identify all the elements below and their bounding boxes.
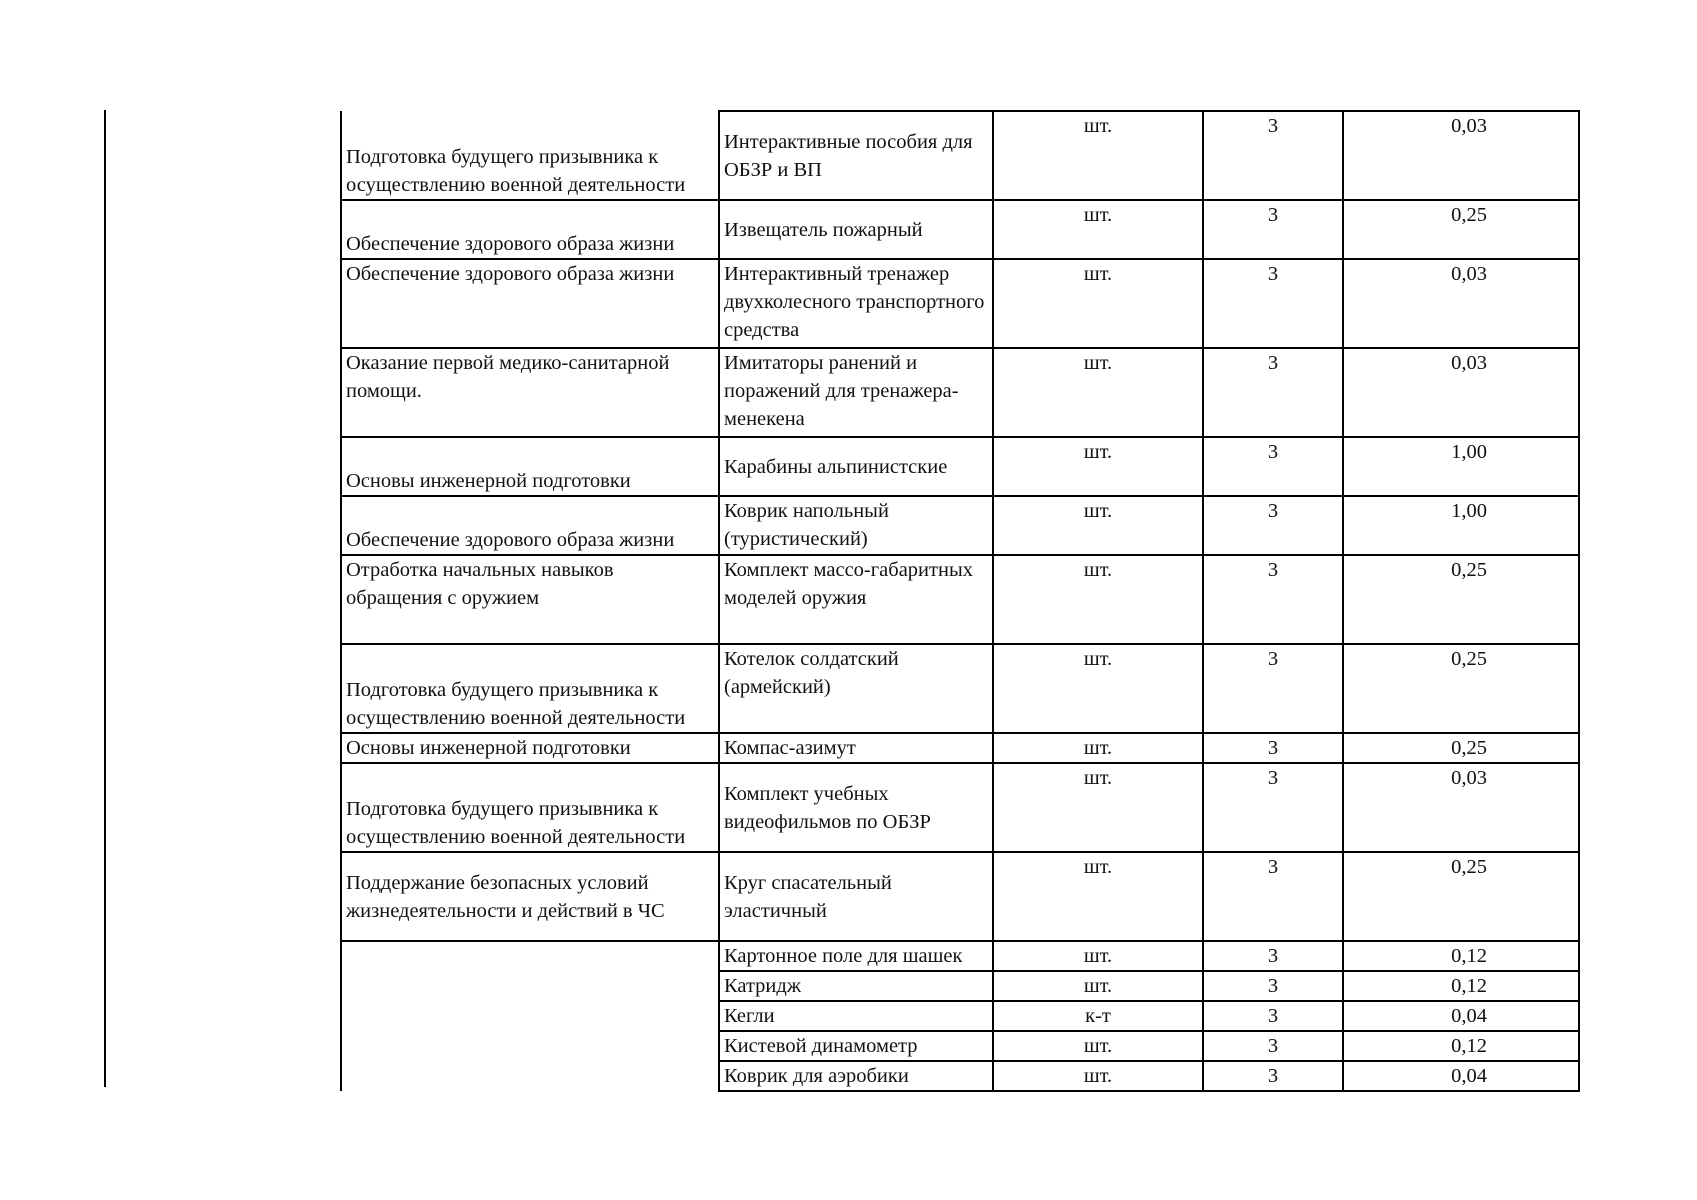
table-row	[341, 348, 1579, 437]
item-name-cell: Интерактивные пособия для ОБЗР и ВП	[719, 111, 993, 200]
table-row	[341, 852, 1579, 941]
quantity-cell: 3	[1203, 644, 1343, 733]
norm-cell: 0,12	[1343, 971, 1579, 1001]
norm-cell: 0,25	[1343, 200, 1579, 259]
table-row	[341, 437, 1579, 496]
item-name-cell: Коврик напольный (туристический)	[719, 496, 993, 555]
item-name-cell: Карабины альпинистские	[719, 437, 993, 496]
unit-cell: шт.	[993, 200, 1203, 259]
table-row	[341, 496, 1579, 555]
table-row	[341, 200, 1579, 259]
equipment-table	[340, 110, 1580, 1092]
quantity-cell: 3	[1203, 111, 1343, 200]
quantity-cell: 3	[1203, 200, 1343, 259]
table-row	[341, 733, 1579, 763]
item-name-cell: Извещатель пожарный	[719, 200, 993, 259]
item-name-cell: Котелок солдатский (армейский)	[719, 644, 993, 733]
item-name-cell: Имитаторы ранений и поражений для тренажера-менекена	[719, 348, 993, 437]
norm-cell: 0,03	[1343, 259, 1579, 348]
section-cell: Основы инженерной подготовки	[341, 733, 719, 763]
table-row	[341, 259, 1579, 348]
unit-cell: шт.	[993, 1061, 1203, 1091]
unit-cell: шт.	[993, 437, 1203, 496]
section-cell: Обеспечение здорового образа жизни	[341, 259, 719, 348]
table-row	[341, 644, 1579, 733]
item-name-cell: Кегли	[719, 1001, 993, 1031]
table-row	[341, 941, 1579, 971]
unit-cell: шт.	[993, 1031, 1203, 1061]
section-cell-empty	[341, 941, 719, 1091]
section-cell: Поддержание безопасных условий жизнедеятельности и действий в ЧС	[341, 852, 719, 941]
quantity-cell: 3	[1203, 1001, 1343, 1031]
unit-cell: шт.	[993, 644, 1203, 733]
unit-cell: шт.	[993, 348, 1203, 437]
unit-cell: шт.	[993, 259, 1203, 348]
item-name-cell: Картонное поле для шашек	[719, 941, 993, 971]
section-cell: Подготовка будущего призывника к осуществлению военной деятельности	[341, 111, 719, 200]
section-cell: Обеспечение здорового образа жизни	[341, 200, 719, 259]
unit-cell: шт.	[993, 733, 1203, 763]
unit-cell: шт.	[993, 555, 1203, 644]
section-cell: Подготовка будущего призывника к осуществлению военной деятельности	[341, 763, 719, 852]
norm-cell: 0,03	[1343, 348, 1579, 437]
item-name-cell: Интерактивный тренажер двухколесного транспортного средства	[719, 259, 993, 348]
norm-cell: 0,25	[1343, 852, 1579, 941]
section-cell: Оказание первой медико-санитарной помощи.	[341, 348, 719, 437]
item-name-cell: Кистевой динамометр	[719, 1031, 993, 1061]
table-row	[341, 763, 1579, 852]
item-name-cell: Комплект массо-габаритных моделей оружия	[719, 555, 993, 644]
unit-cell: шт.	[993, 971, 1203, 1001]
norm-cell: 1,00	[1343, 496, 1579, 555]
section-cell: Основы инженерной подготовки	[341, 437, 719, 496]
section-cell: Обеспечение здорового образа жизни	[341, 496, 719, 555]
quantity-cell: 3	[1203, 348, 1343, 437]
section-cell: Отработка начальных навыков обращения с оружием	[341, 555, 719, 644]
quantity-cell: 3	[1203, 1061, 1343, 1091]
section-cell: Подготовка будущего призывника к осуществлению военной деятельности	[341, 644, 719, 733]
quantity-cell: 3	[1203, 1031, 1343, 1061]
unit-cell: шт.	[993, 941, 1203, 971]
norm-cell: 0,04	[1343, 1001, 1579, 1031]
unit-cell: шт.	[993, 111, 1203, 200]
unit-cell: шт.	[993, 496, 1203, 555]
item-name-cell: Катридж	[719, 971, 993, 1001]
left-margin-rule	[104, 110, 106, 1087]
norm-cell: 0,12	[1343, 941, 1579, 971]
norm-cell: 0,12	[1343, 1031, 1579, 1061]
table-row	[341, 555, 1579, 644]
quantity-cell: 3	[1203, 733, 1343, 763]
quantity-cell: 3	[1203, 852, 1343, 941]
norm-cell: 0,25	[1343, 555, 1579, 644]
norm-cell: 0,25	[1343, 644, 1579, 733]
item-name-cell: Коврик для аэробики	[719, 1061, 993, 1091]
equipment-table-body	[341, 111, 1579, 1091]
item-name-cell: Компас-азимут	[719, 733, 993, 763]
quantity-cell: 3	[1203, 259, 1343, 348]
table-row	[341, 111, 1579, 200]
unit-cell: шт.	[993, 852, 1203, 941]
item-name-cell: Комплект учебных видеофильмов по ОБЗР	[719, 763, 993, 852]
quantity-cell: 3	[1203, 941, 1343, 971]
norm-cell: 0,25	[1343, 733, 1579, 763]
quantity-cell: 3	[1203, 763, 1343, 852]
quantity-cell: 3	[1203, 437, 1343, 496]
norm-cell: 0,04	[1343, 1061, 1579, 1091]
norm-cell: 1,00	[1343, 437, 1579, 496]
item-name-cell: Круг спасательный эластичный	[719, 852, 993, 941]
quantity-cell: 3	[1203, 971, 1343, 1001]
unit-cell: к-т	[993, 1001, 1203, 1031]
quantity-cell: 3	[1203, 555, 1343, 644]
norm-cell: 0,03	[1343, 111, 1579, 200]
quantity-cell: 3	[1203, 496, 1343, 555]
norm-cell: 0,03	[1343, 763, 1579, 852]
unit-cell: шт.	[993, 763, 1203, 852]
